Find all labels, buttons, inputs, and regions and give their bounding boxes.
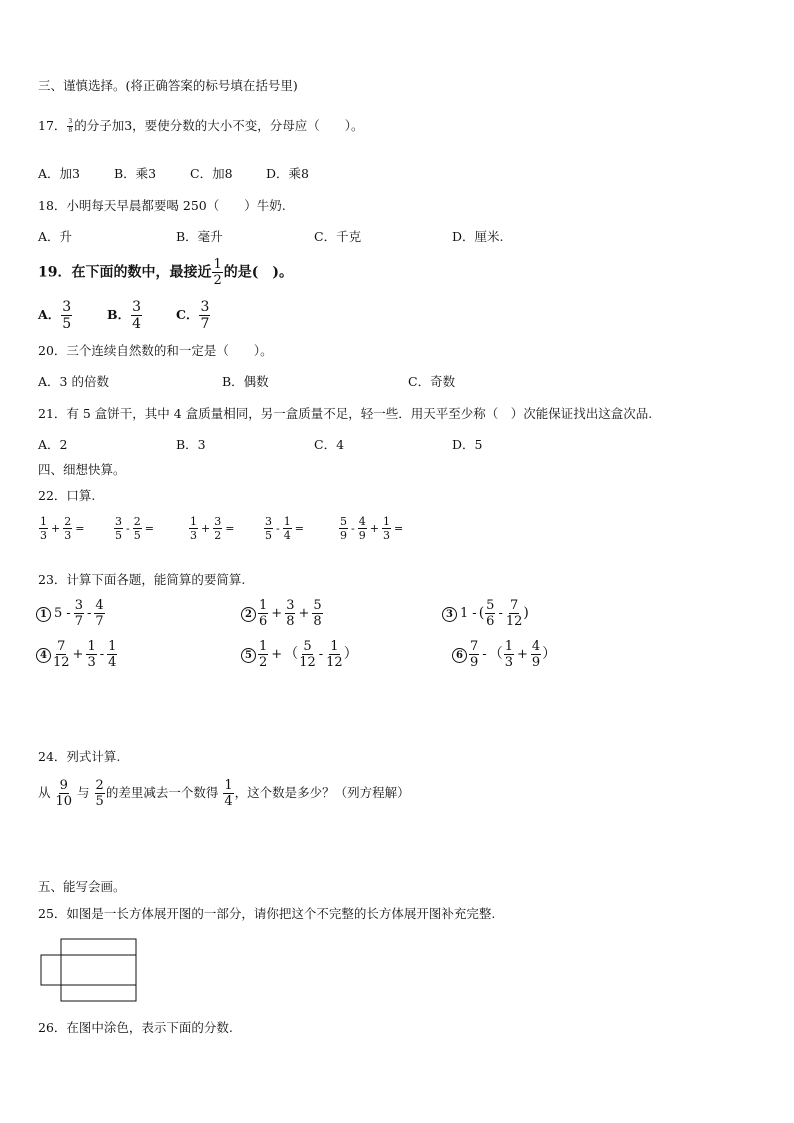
question-24-title: 24．列式计算. bbox=[38, 749, 121, 764]
fraction: $\frac{3}{5}$ bbox=[115, 515, 122, 542]
q21-option-a: A．2 bbox=[38, 437, 68, 452]
q18-option-b: B．毫升 bbox=[176, 229, 223, 244]
question-25: 25．如图是一长方体展开图的一部分，请你把这个不完整的长方体展开图补充完整. bbox=[38, 906, 496, 921]
fraction: $\frac{1}{4}$ bbox=[108, 639, 117, 670]
item-number-mark: 1 bbox=[36, 607, 51, 622]
fraction: $\frac{3}{7}$ bbox=[74, 598, 83, 629]
q23-item-4 bbox=[36, 640, 118, 669]
question-18: 18．小明每天早晨都要喝 250（ ）牛奶. bbox=[38, 198, 286, 213]
question-22-title: 22．口算. bbox=[38, 488, 96, 503]
item-number-mark: 2 bbox=[241, 607, 256, 622]
math-symbol: + bbox=[369, 521, 379, 535]
fraction: $\frac{1}{2}$ bbox=[259, 639, 268, 670]
math-symbol: - bbox=[498, 606, 503, 621]
section-5-title: 五、能写会画。 bbox=[38, 879, 126, 894]
q19-option-a: A． $\frac{3}{5}$ bbox=[38, 299, 72, 332]
fraction: $\frac{5}{12}$ bbox=[299, 639, 316, 670]
fraction-2-5: $\frac{2}{5}$ bbox=[95, 778, 104, 809]
fraction: $\frac{5}{9}$ bbox=[340, 515, 347, 542]
item-number-mark: 6 bbox=[452, 648, 467, 663]
q18-option-a: A．升 bbox=[38, 229, 73, 244]
math-symbol: ( bbox=[478, 605, 485, 621]
q22-item-4 bbox=[263, 516, 306, 541]
math-symbol: - bbox=[351, 521, 355, 535]
fraction: $\frac{5}{8}$ bbox=[313, 598, 322, 629]
question-19-text: 19．在下面的数中，最接近 bbox=[38, 264, 212, 281]
question-23-title: 23．计算下面各题，能简算的要简算. bbox=[38, 572, 246, 587]
math-symbol: = bbox=[294, 521, 304, 535]
math-symbol: + bbox=[72, 647, 84, 662]
question-17-number: 17． bbox=[38, 118, 67, 133]
question-26: 26．在图中涂色，表示下面的分数. bbox=[38, 1020, 233, 1035]
math-symbol: = bbox=[144, 521, 154, 535]
cuboid-net-figure bbox=[40, 938, 140, 1004]
q22-item-2 bbox=[113, 516, 156, 541]
q17-option-a: A．加3 bbox=[38, 166, 80, 181]
math-symbol: 1 bbox=[460, 606, 469, 621]
math-symbol: - bbox=[66, 606, 71, 621]
q23-item-2 bbox=[241, 599, 324, 628]
q19-option-b: B． $\frac{3}{4}$ bbox=[107, 299, 141, 332]
math-symbol: - bbox=[86, 606, 92, 621]
q18-option-c: C．千克 bbox=[314, 229, 362, 244]
question-17 bbox=[38, 118, 363, 134]
fraction-9-10: $\frac{9}{10}$ bbox=[55, 778, 73, 809]
q21-option-b: B．3 bbox=[176, 437, 206, 452]
math-symbol: + bbox=[201, 521, 211, 535]
math-symbol: - bbox=[482, 647, 487, 662]
q17-option-d: D．乘8 bbox=[266, 166, 309, 181]
fraction: $\frac{1}{3}$ bbox=[382, 515, 390, 542]
question-24-body: 从 $\frac{9}{10}$ 与 $\frac{2}{5}$ 的差里减去一个数得 $\frac{1}{4}$ ，这个数是多少？（列方程解） bbox=[38, 778, 410, 809]
fraction: $\frac{1}{3}$ bbox=[87, 639, 96, 670]
math-symbol: - bbox=[126, 521, 130, 535]
fraction: $\frac{1}{3}$ bbox=[190, 515, 197, 542]
question-17-text: 的分子加3，要使分数的大小不变，分母应（ ）。 bbox=[74, 118, 364, 133]
math-symbol: + bbox=[516, 647, 528, 662]
fraction: $\frac{4}{9}$ bbox=[531, 639, 541, 670]
fraction: $\frac{2}{3}$ bbox=[64, 515, 72, 542]
q17-option-c: C．加8 bbox=[190, 166, 233, 181]
section-4-title: 四、细想快算。 bbox=[38, 462, 126, 477]
fraction: $\frac{1}{3}$ bbox=[504, 639, 513, 670]
item-number-mark: 4 bbox=[36, 648, 51, 663]
question-21: 21．有 5 盒饼干，其中 4 盒质量相同，另一盒质量不足，轻一些．用天平至少称（ ）次能保证找出这盒次品. bbox=[38, 406, 653, 421]
math-symbol: ） bbox=[542, 646, 557, 662]
fraction: $\frac{4}{9}$ bbox=[358, 515, 366, 542]
fraction: $\frac{7}{12}$ bbox=[505, 598, 523, 629]
q17-option-b: B．乘3 bbox=[114, 166, 157, 181]
fraction: $\frac{1}{12}$ bbox=[326, 639, 343, 670]
math-symbol: ） bbox=[343, 646, 358, 662]
fraction: $\frac{5}{6}$ bbox=[486, 598, 495, 629]
q20-option-a: A．3 的倍数 bbox=[38, 374, 109, 389]
q19-option-c: C． $\frac{3}{7}$ bbox=[176, 299, 210, 332]
fraction: $\frac{3}{8}$ bbox=[286, 598, 295, 629]
q20-option-b: B．偶数 bbox=[222, 374, 269, 389]
q23-item-5 bbox=[241, 640, 358, 669]
item-number-mark: 3 bbox=[442, 607, 457, 622]
math-symbol: + bbox=[298, 606, 310, 621]
fraction-1-2: $\frac{1}{2}$ bbox=[213, 257, 222, 288]
section-3-title: 三、谨慎选择。(将正确答案的标号填在括号里) bbox=[38, 78, 298, 93]
fraction: $\frac{3}{2}$ bbox=[214, 515, 222, 542]
q18-option-d: D．厘米. bbox=[452, 229, 504, 244]
fraction: $\frac{4}{7}$ bbox=[95, 598, 104, 629]
q21-option-c: C．4 bbox=[314, 437, 345, 452]
math-symbol: （ bbox=[284, 646, 299, 662]
math-symbol: = bbox=[393, 521, 404, 535]
math-symbol: - bbox=[99, 647, 105, 662]
math-symbol: - bbox=[318, 647, 324, 662]
math-symbol: - bbox=[276, 521, 280, 535]
item-number-mark: 5 bbox=[241, 648, 256, 663]
math-symbol: = bbox=[225, 521, 235, 535]
question-20: 20．三个连续自然数的和一定是（ ）。 bbox=[38, 343, 273, 358]
q22-item-1 bbox=[38, 516, 86, 541]
math-symbol: + bbox=[271, 647, 283, 662]
math-symbol: = bbox=[75, 521, 85, 535]
fraction-3-8: $\frac{3}{8}$ bbox=[68, 118, 73, 134]
fraction: $\frac{7}{9}$ bbox=[470, 639, 479, 670]
q22-item-5 bbox=[338, 516, 405, 541]
q21-option-d: D．5 bbox=[452, 437, 483, 452]
q23-item-6 bbox=[452, 640, 556, 669]
math-symbol: （ bbox=[488, 646, 503, 662]
q23-item-3 bbox=[442, 599, 529, 628]
math-symbol: ) bbox=[523, 605, 529, 621]
fraction: $\frac{7}{12}$ bbox=[53, 639, 70, 670]
math-symbol: 5 bbox=[54, 606, 63, 621]
q22-item-3 bbox=[188, 516, 236, 541]
fraction: $\frac{3}{5}$ bbox=[265, 515, 272, 542]
fraction-1-4: $\frac{1}{4}$ bbox=[224, 778, 233, 809]
q20-option-c: C．奇数 bbox=[408, 374, 456, 389]
question-19-suffix: 的是( )。 bbox=[223, 264, 294, 281]
math-symbol: - bbox=[472, 606, 477, 621]
math-symbol: + bbox=[271, 606, 283, 621]
fraction: $\frac{2}{5}$ bbox=[133, 515, 141, 542]
fraction: $\frac{1}{6}$ bbox=[259, 598, 268, 629]
question-19 bbox=[38, 258, 293, 287]
q23-item-1 bbox=[36, 599, 106, 628]
math-symbol: + bbox=[51, 521, 61, 535]
fraction: $\frac{1}{3}$ bbox=[40, 515, 47, 542]
fraction: $\frac{1}{4}$ bbox=[283, 515, 291, 542]
